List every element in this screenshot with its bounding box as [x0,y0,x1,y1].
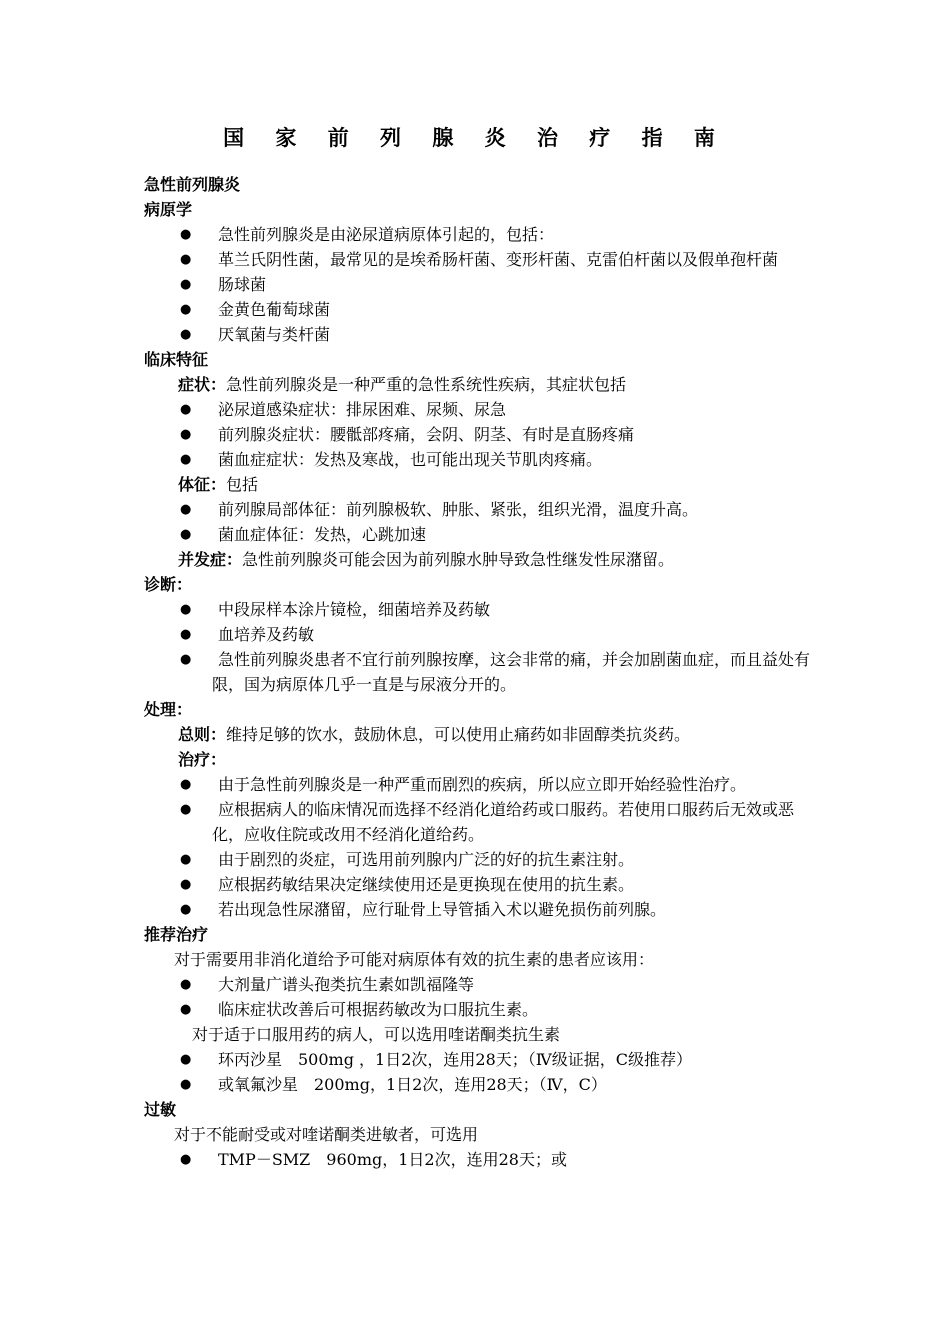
page-title: 国 家 前 列 腺 炎 治 疗 指 南 [223,126,727,150]
list-item: ● 临床症状改善后可根据药敏改为口服抗生素。 [144,997,824,1022]
bullet-icon: ● [180,977,192,992]
allergy-intro: 对于不能耐受或对喹诺酮类进敏者，可选用 [174,1125,479,1144]
section-heading-recommended-treatment: 推荐治疗 [144,925,209,944]
signs-label: 体征： [178,475,227,494]
bullet-icon: ● [180,652,192,667]
list-item: ● 厌氧菌与类杆菌 [144,322,824,347]
section-heading-etiology: 病原学 [144,200,193,219]
list-item: ● 由于急性前列腺炎是一种严重而剧烈的疾病，所以应立即开始经验性治疗。 [144,772,824,797]
list-item: ● 应根据病人的临床情况而选择不经消化道给药或口服药。若使用口服药后无效或恶化，应收住院或改用不经消化道给药。 [144,797,824,847]
diagnosis-list [144,597,824,697]
section-heading-allergy: 过敏 [144,1100,177,1119]
principle-label: 总则： [178,725,227,744]
list-item: ● 若出现急性尿潴留，应行耻骨上导管插入术以避免损伤前列腺。 [144,897,824,922]
bullet-icon: ● [180,1002,192,1017]
list-item: ● 肠球菌 [144,272,824,297]
therapy-label: 治疗： [178,750,227,769]
therapy-list [144,772,824,922]
bullet-icon: ● [180,277,192,292]
document-body [144,172,824,1172]
bullet-icon: ● [180,777,192,792]
complication-label: 并发症： [178,550,243,569]
bullet-icon: ● [180,902,192,917]
bullet-icon: ● [180,1152,192,1167]
list-item: ● 大剂量广谱头孢类抗生素如凯福隆等 [144,972,824,997]
section-heading-acute-prostatitis: 急性前列腺炎 [144,175,241,194]
list-item: ● 应根据药敏结果决定继续使用还是更换现在使用的抗生素。 [144,872,824,897]
list-item: ● 由于剧烈的炎症，可选用前列腺内广泛的好的抗生素注射。 [144,847,824,872]
bullet-icon: ● [180,427,192,442]
bullet-icon: ● [180,327,192,342]
parenteral-list [144,972,824,1022]
symptoms-line: 症状：急性前列腺炎是一种严重的急性系统性疾病，其症状包括 [178,375,627,394]
principle-line: 总则：维持足够的饮水，鼓励休息，可以使用止痛药如非固醇类抗炎药。 [178,725,691,744]
etiology-list [144,222,824,347]
list-item: ● 革兰氏阴性菌，最常见的是埃希肠杆菌、变形杆菌、克雷伯杆菌以及假单孢杆菌 [144,247,824,272]
symptoms-label: 症状： [178,375,227,394]
parenteral-intro: 对于需要用非消化道给予可能对病原体有效的抗生素的患者应该用： [174,950,655,969]
section-heading-diagnosis: 诊断： [144,575,193,594]
allergy-list [144,1147,824,1172]
list-item: ● 或氧氟沙星 200mg，1日2次，连用28天；（Ⅳ，C） [144,1072,824,1097]
section-heading-clinical-features: 临床特征 [144,350,209,369]
bullet-icon: ● [180,527,192,542]
bullet-icon: ● [180,1077,192,1092]
list-item: ● 菌血症症状：发热及寒战，也可能出现关节肌肉疼痛。 [144,447,824,472]
bullet-icon: ● [180,852,192,867]
oral-intro: 对于适于口服用药的病人，可以选用喹诺酮类抗生素 [192,1025,561,1044]
symptoms-list [144,397,824,472]
bullet-icon: ● [180,402,192,417]
bullet-icon: ● [180,602,192,617]
list-item: ● 金黄色葡萄球菌 [144,297,824,322]
list-item: ● 急性前列腺炎患者不宜行前列腺按摩，这会非常的痛，并会加剧菌血症，而且益处有限，国为病原体几乎一直是与尿液分开的。 [144,647,824,697]
signs-line: 体征：包括 [178,475,259,494]
section-heading-treatment: 处理： [144,700,193,719]
bullet-icon: ● [180,1052,192,1067]
list-item: ● 中段尿样本涂片镜检，细菌培养及药敏 [144,597,824,622]
list-item: ● 菌血症体征：发热，心跳加速 [144,522,824,547]
bullet-icon: ● [180,502,192,517]
list-item: ● 前列腺炎症状：腰骶部疼痛，会阴、阴茎、有时是直肠疼痛 [144,422,824,447]
bullet-icon: ● [180,302,192,317]
complication-line: 并发症：急性前列腺炎可能会因为前列腺水肿导致急性继发性尿潴留。 [178,550,675,569]
bullet-icon: ● [180,252,192,267]
bullet-icon: ● [180,877,192,892]
oral-list [144,1047,824,1097]
bullet-icon: ● [180,627,192,642]
list-item: ● 前列腺局部体征：前列腺极软、肿胀、紧张，组织光滑，温度升高。 [144,497,824,522]
list-item: ● 泌尿道感染症状：排尿困难、尿频、尿急 [144,397,824,422]
signs-list [144,497,824,547]
list-item: ● TMP－SMZ 960mg，1日2次，连用28天；或 [144,1147,824,1172]
list-item: ● 血培养及药敏 [144,622,824,647]
therapy-line [144,747,824,772]
bullet-icon: ● [180,802,192,817]
bullet-icon: ● [180,227,192,242]
list-item: ● 环丙沙星 500mg ，1日2次，连用28天；（Ⅳ级证据，C级推荐） [144,1047,824,1072]
list-item: ● 急性前列腺炎是由泌尿道病原体引起的，包括： [144,222,824,247]
bullet-icon: ● [180,452,192,467]
